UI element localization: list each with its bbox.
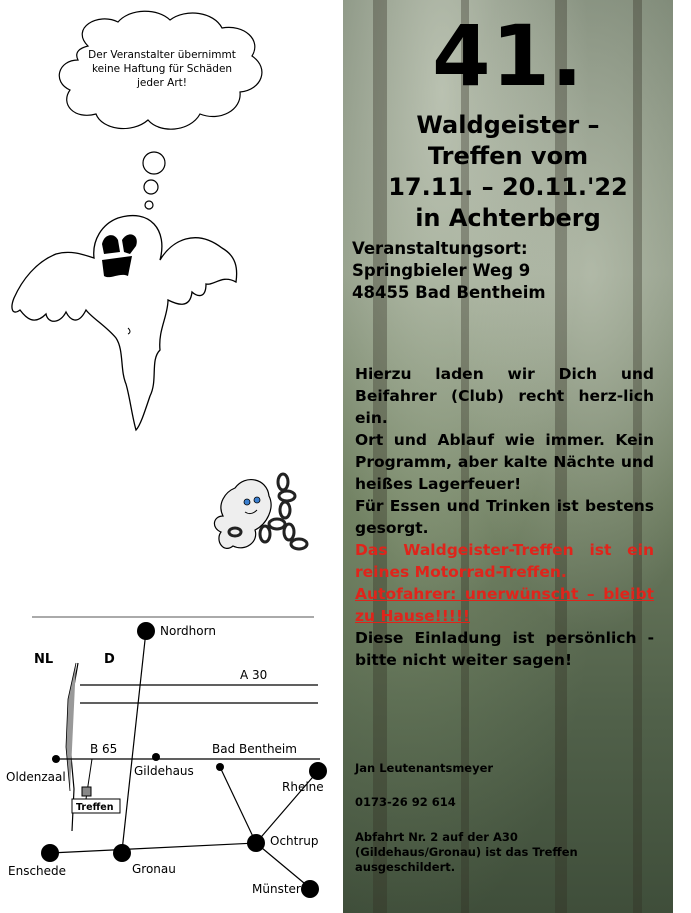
invitation-paragraph-2: Ort und Ablauf wie immer. Kein Programm, aber kalte Nächte und heißes Lagerfeuer! <box>355 431 654 493</box>
route-map <box>0 613 343 913</box>
treffen-marker <box>82 787 91 796</box>
invitation-paragraph-3: Für Essen und Trinken ist bestens gesorgt. <box>355 497 654 537</box>
map-label-gildehaus: Gildehaus <box>134 764 194 778</box>
road-nordhorn <box>122 631 146 851</box>
chained-ghost-illustration <box>205 468 325 568</box>
city-dot-gildehaus <box>152 753 160 761</box>
venue-block <box>352 238 662 304</box>
event-number: 41. <box>432 7 584 105</box>
exit-directions <box>355 830 654 875</box>
small-ghost-body <box>214 480 271 549</box>
disclaimer-line-1: Der Veranstalter übernimmt <box>88 49 236 61</box>
border-line-double <box>66 663 76 791</box>
ghost-illustration <box>0 200 343 440</box>
invitation-text <box>355 363 654 671</box>
map-label-ochtrup: Ochtrup <box>270 834 319 848</box>
map-label-nordhorn: Nordhorn <box>160 624 216 638</box>
small-ghost-eye-left <box>244 499 250 505</box>
city-dot-gronau <box>113 844 131 862</box>
map-label-rheine: Rheine <box>282 780 324 794</box>
thought-dot-medium <box>144 180 158 194</box>
small-ghost-eye-right <box>254 497 260 503</box>
venue-city: 48455 Bad Bentheim <box>352 283 546 302</box>
map-label-bad-bentheim: Bad Bentheim <box>212 742 297 756</box>
city-dot-nordhorn <box>137 622 155 640</box>
event-title-line-3: 17.11. – 20.11.'22 <box>388 173 628 201</box>
left-panel <box>0 0 343 913</box>
no-cars-warning: Autofahrer: unerwünscht – bleibt zu Hause!!!!! <box>355 585 654 625</box>
map-label-gronau: Gronau <box>132 862 176 876</box>
city-dot-muenster <box>301 880 319 898</box>
disclaimer-text <box>72 48 252 90</box>
venue-label: Veranstaltungsort: <box>352 239 528 258</box>
contact-phone: 0173-26 92 614 <box>355 795 456 809</box>
map-label-enschede: Enschede <box>8 864 67 878</box>
map-label-a30: A 30 <box>240 668 268 682</box>
right-panel <box>343 0 673 913</box>
event-title <box>343 110 673 234</box>
map-label-nl: NL <box>34 652 54 667</box>
city-dot-enschede <box>41 844 59 862</box>
event-title-line-2: Treffen vom <box>427 142 589 170</box>
thought-dot-large <box>143 152 165 174</box>
map-label-b65: B 65 <box>90 742 118 756</box>
road-bentheim-ochtrup <box>220 767 256 843</box>
map-label-treffen: Treffen <box>76 802 114 813</box>
city-dot-bad-bentheim <box>216 763 224 771</box>
motorcycle-only-warning: Das Waldgeister-Treffen ist ein reines Motorrad-Treffen. <box>355 541 654 581</box>
venue-street: Springbieler Weg 9 <box>352 261 531 280</box>
disclaimer-line-3: jeder Art! <box>137 77 187 89</box>
road-enschede-gronau-ochtrup <box>50 843 256 853</box>
exit-directions-line-2: (Gildehaus/Gronau) ist das Treffen <box>355 845 578 859</box>
map-label-oldenzaal: Oldenzaal <box>6 770 66 784</box>
city-dot-rheine <box>309 762 327 780</box>
thought-bubble-graphic <box>0 0 343 220</box>
exit-directions-line-3: ausgeschildert. <box>355 860 456 874</box>
map-label-muenster: Münster <box>252 882 301 896</box>
exit-directions-line-1: Abfahrt Nr. 2 auf der A30 <box>355 830 518 844</box>
city-dot-ochtrup <box>247 834 265 852</box>
city-dot-oldenzaal <box>52 755 60 763</box>
invitation-paragraph-4: Diese Einladung ist persönlich - bitte nicht weiter sagen! <box>355 629 654 669</box>
invitation-paragraph-1: Hierzu laden wir Dich und Beifahrer (Club) recht herz-lich ein. <box>355 365 654 427</box>
event-title-line-4: in Achterberg <box>415 204 601 232</box>
contact-name: Jan Leutenantsmeyer <box>355 761 494 775</box>
disclaimer-line-2: keine Haftung für Schäden <box>91 63 233 75</box>
map-label-d: D <box>104 652 115 667</box>
event-title-line-1: Waldgeister – <box>416 111 600 139</box>
